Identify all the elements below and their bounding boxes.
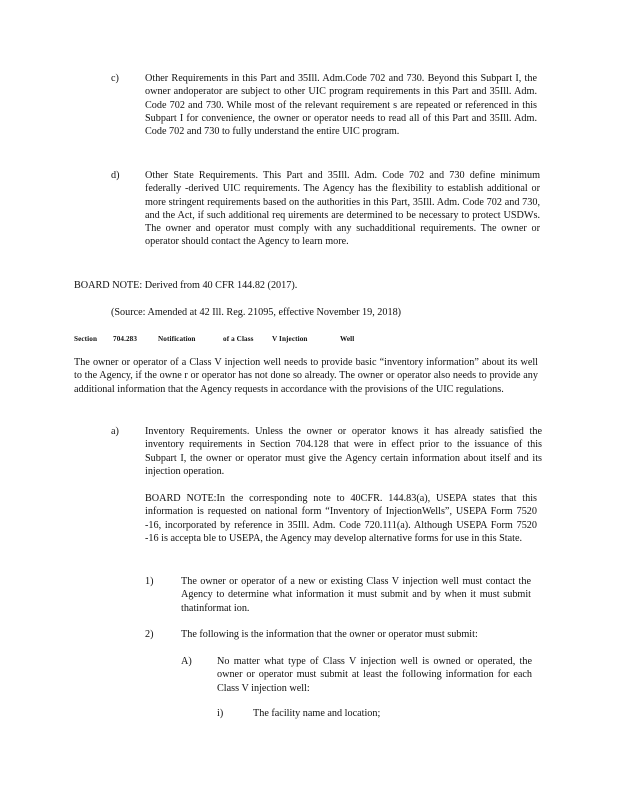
section-heading: [0, 333, 618, 345]
item-d-text: Other State Requirements. This Part and 35Ill. Adm. Code 702 and 730 define minimum federally -derived UIC requirements. The Agency has the flexibility to establish additional or more stringent requirements based on the authorities in this Part, 35Ill. Adm. Code 702 and 730, and the Act, if such additional req uirements are determined to be necessary to protect USDWs. The owner and operator must comply with any suchadditional requirements. The owner or operator should contact the Agency to learn more.: [145, 170, 540, 248]
sub-item-i: [0, 707, 618, 723]
board-note: BOARD NOTE: Derived from 40 CFR 144.82 (2017).: [74, 280, 298, 291]
section-word: Section: [74, 335, 98, 343]
item-d-label: d): [111, 170, 120, 181]
section-title-part-4: Well: [340, 335, 355, 343]
source-note: (Source: Amended at 42 Ill. Reg. 21095, effective November 19, 2018): [111, 307, 402, 318]
item-c-label: c): [111, 73, 119, 84]
sub-item-2-text: The following is the information that the owner or operator must submit:: [181, 629, 478, 640]
sub-item-A-text: No matter what type of Class V injection well is owned or operated, the owner or operator must submit at least the following information for each Class V injection well:: [217, 656, 532, 694]
sub-item-2-label: 2): [145, 629, 154, 640]
sub-item-1-text: The owner or operator of a new or existing Class V injection well must contact the Agency to determine what information it must submit and by when it must submit thatinformat ion.: [181, 576, 531, 614]
section-title-part-2: of a Class: [223, 335, 254, 343]
sub-item-2: [0, 628, 618, 644]
item-a-text: Inventory Requirements. Unless the owner or operator knows it has already satisfied the inventory requirements in Section 704.128 that were in effect prior to the issuance of this Subpart I, the owner or operator must give the Agency certain information about itself and its injection operation.: [145, 426, 542, 477]
item-d: [0, 169, 618, 269]
sub-item-A-label: A): [181, 656, 192, 667]
sub-item-1-label: 1): [145, 576, 154, 587]
item-a: [0, 425, 618, 481]
intro-paragraph: The owner or operator of a Class V injection well needs to provide basic “inventory information” about its well to the Agency, if the owne r or operator has not done so already. The owner or operator also needs to provide any additional information that the Agency requests in accordance with the provisions of the UIC regulations.: [74, 357, 538, 395]
section-number: 704.283: [113, 335, 138, 343]
sub-item-1: [0, 575, 618, 617]
sub-item-i-label: i): [217, 708, 224, 719]
section-title-part-3: V Injection: [272, 335, 308, 343]
item-a-board-note: BOARD NOTE:In the corresponding note to 40CFR. 144.83(a), USEPA states that this information is requested on national form “Inventory of InjectionWells”, USEPA Form 7520 -16, incorporated by reference in 35Ill. Adm. Code 720.111(a). Although USEPA Form 7520 -16 is accepta ble to USEPA, the Agency may develop alternative forms for use in this State.: [145, 493, 537, 544]
item-c: [0, 72, 618, 162]
sub-item-A: [0, 655, 618, 697]
item-a-label: a): [111, 426, 119, 437]
sub-item-i-text: The facility name and location;: [253, 708, 381, 719]
section-title-part-1: Notification: [158, 335, 196, 343]
item-c-text: Other Requirements in this Part and 35Ill. Adm.Code 702 and 730. Beyond this Subpart I, the owner andoperator are subject to other UIC program requirements in this Part and 35Ill. Adm. Code 702 and 730. While most of the relevant requirement s are repeated or referenced in this Subpart I for convenience, the owner or operator needs to read all of this Part and 35Ill. Adm. Code 702 and 730 to fully understand the entire UIC program.: [145, 73, 537, 138]
